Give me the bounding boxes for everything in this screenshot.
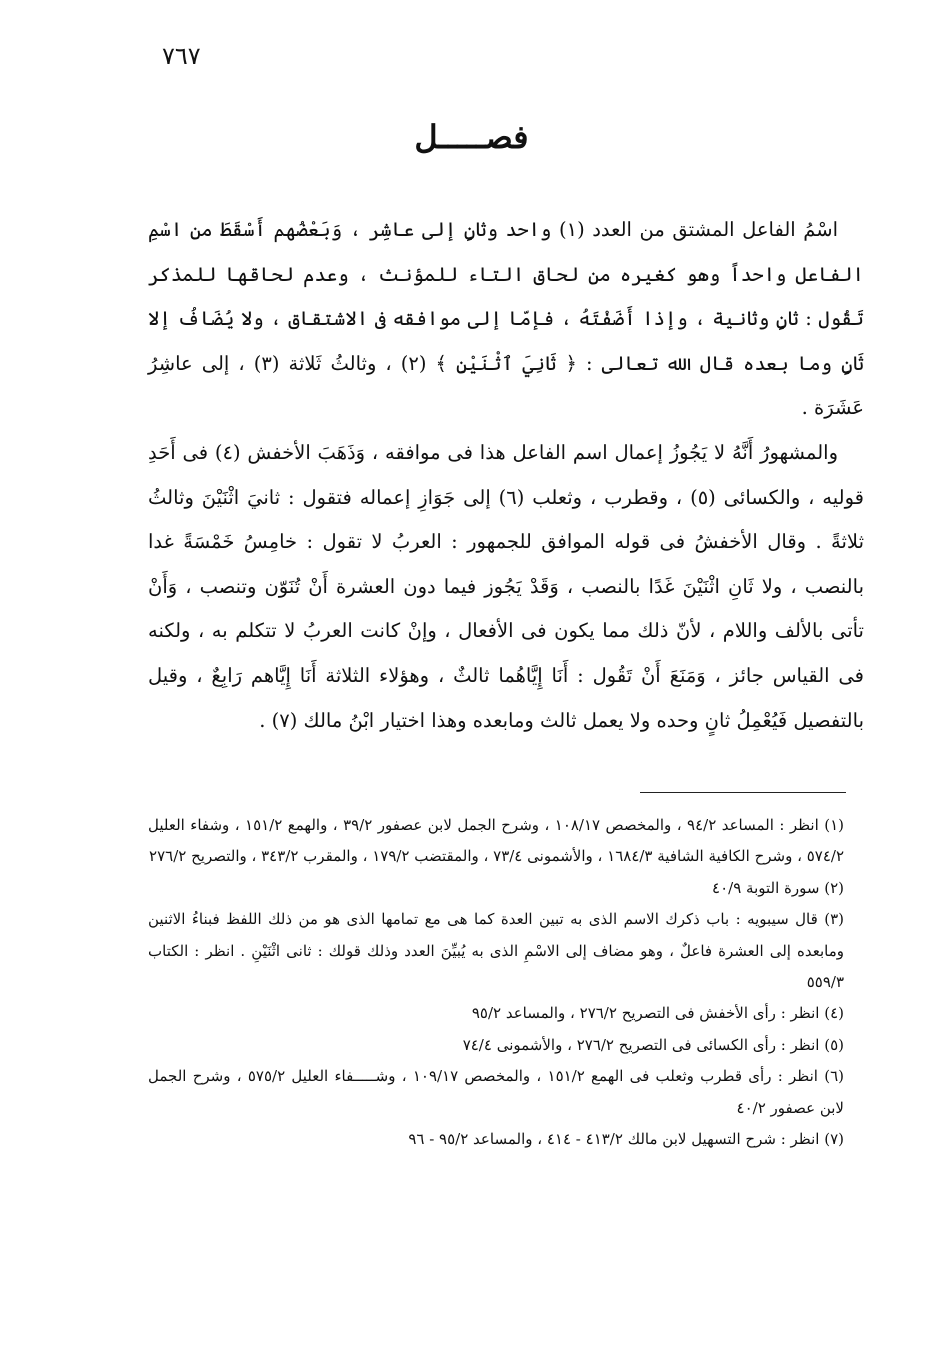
footnotes (148, 810, 866, 1155)
footnote: (٤) انظر : رأى الأخفش فى التصريح ٢٧٦/٢ ، والمساعد ٩٥/٢ (471, 1004, 844, 1023)
footnote: (٢) سورة التوبة ٤٠/٩ (712, 878, 844, 897)
paragraph: اسْمُ الفاعل المشتق من العدد (١) واحد وثانٍ إلى عاشِر ، وَبَعْضُهم أَسْقَطَ من اسْمِ الفاعل واحداً وهو كغيره من لحاق التاء للمؤنث ، وعدم لحاقها للمذكر تَقُول : ثانٍ وثانية ، وإذا أَضَفْتَهُ ، فإمّا إلى موافقه فى الاشتقاق ، ولا يُضَافُ إلا ثَانٍ وما بعده قال الله تعالى : ﴿ ثَانِيَ ٱثْنَيْنِ ﴾ (٢) ، وثالثُ ثَلاثة (٣) ، إلى عاشِرُ عَشَرَة . (148, 218, 864, 420)
footnote: (٣) قال سيبويه : باب ذكرك الاسم الذى به تبين العدة كما هى مع تمامها الذى هو من ذلك اللفظ فبناءُ الاثنين ومابعده إلى العشرة فاعلٌ ، وهو مضاف إلى الاسْمِ الذى به يُبيِّنَ العدد وذلك قولك : ثانى اثْنَيْنِ . انظر : الكتاب ٥٥٩/٣ (148, 910, 844, 992)
paragraph: والمشهورُ أَنَّهُ لا يَجُوزُ إعمال اسم الفاعل هذا فى موافقه ، وَذَهَبَ الأخفش (٤) فى أَحَدِ قوليه ، والكسائى (٥) ، وقطرب ، وثعلب (٦) إلى جَوَازِ إعماله فتقول : ثانيَ اثْنَيْنَ وثالثُ ثلاثةً . وقال الأخفشُ فى قوله الموافق للجمهور : العربُ لا تقول : خامِسُ خَمْسَةً غدا بالنصب ، ولا ثَانِ اثْنَيْنَ غَدًا بالنصب ، وَقَدْ يَجُوز فيما دون العشرة أَنْ تُنَوّن وتنصب ، وَأَنْ تأتى بالألف واللام ، لأنّ ذلك مما يكون فى الأفعال ، وإنْ كانت العربُ لا تتكلم به ، ولكنه فى القياس جائز ، وَمَنَعَ أَنْ تَقُول : أَنَا إِيَّاهُما ثالثٌ ، وهؤلاء الثلاثة أَنَا إِيَّاهم رَابِعٌ ، وقيل بالتفصيل فَيُعْمِلُ ثانٍ وحده ولا يعمل ثالث ومابعده وهذا اختيار ابْنُ مالك (٧) . (148, 440, 864, 732)
section-heading: فصـــــل (414, 118, 529, 156)
footnote: (٦) انظر : رأى قطرب وثعلب فى الهمع ١٥١/٢ ، والمخصص ١٠٩/١٧ ، وشـــــفاء العليل ٥٧٥/٢ ، وشرح الجمل لابن عصفور ٤٠/٢ (148, 1067, 844, 1117)
footnote: (١) انظر : المساعد ٩٤/٢ ، والمخصص ١٠٨/١٧ ، وشرح الجمل لابن عصفور ٣٩/٢ ، والهمع ١٥١/٢ ، وشفاء العليل ٥٧٤/٢ ، وشرح الكافية الشافية ١٦٨٤/٣ ، والأشمونى ٧٣/٤ ، والمقتضب ١٧٩/٢ ، والمقرب ٣٤٣/٢ ، والتصريح ٢٧٦/٢ (148, 816, 845, 866)
body-text (148, 208, 864, 743)
footnote-divider (640, 792, 846, 793)
footnote: (٧) انظر : شرح التسهيل لابن مالك ٤١٣/٢ - ٤١٤ ، والمساعد ٩٥/٢ - ٩٦ (408, 1130, 844, 1149)
footnote: (٥) انظر : رأى الكسائى فى التصريح ٢٧٦/٢ ، والأشمونى ٧٤/٤ (462, 1035, 844, 1054)
page-number: ٧٦٧ (162, 42, 201, 70)
